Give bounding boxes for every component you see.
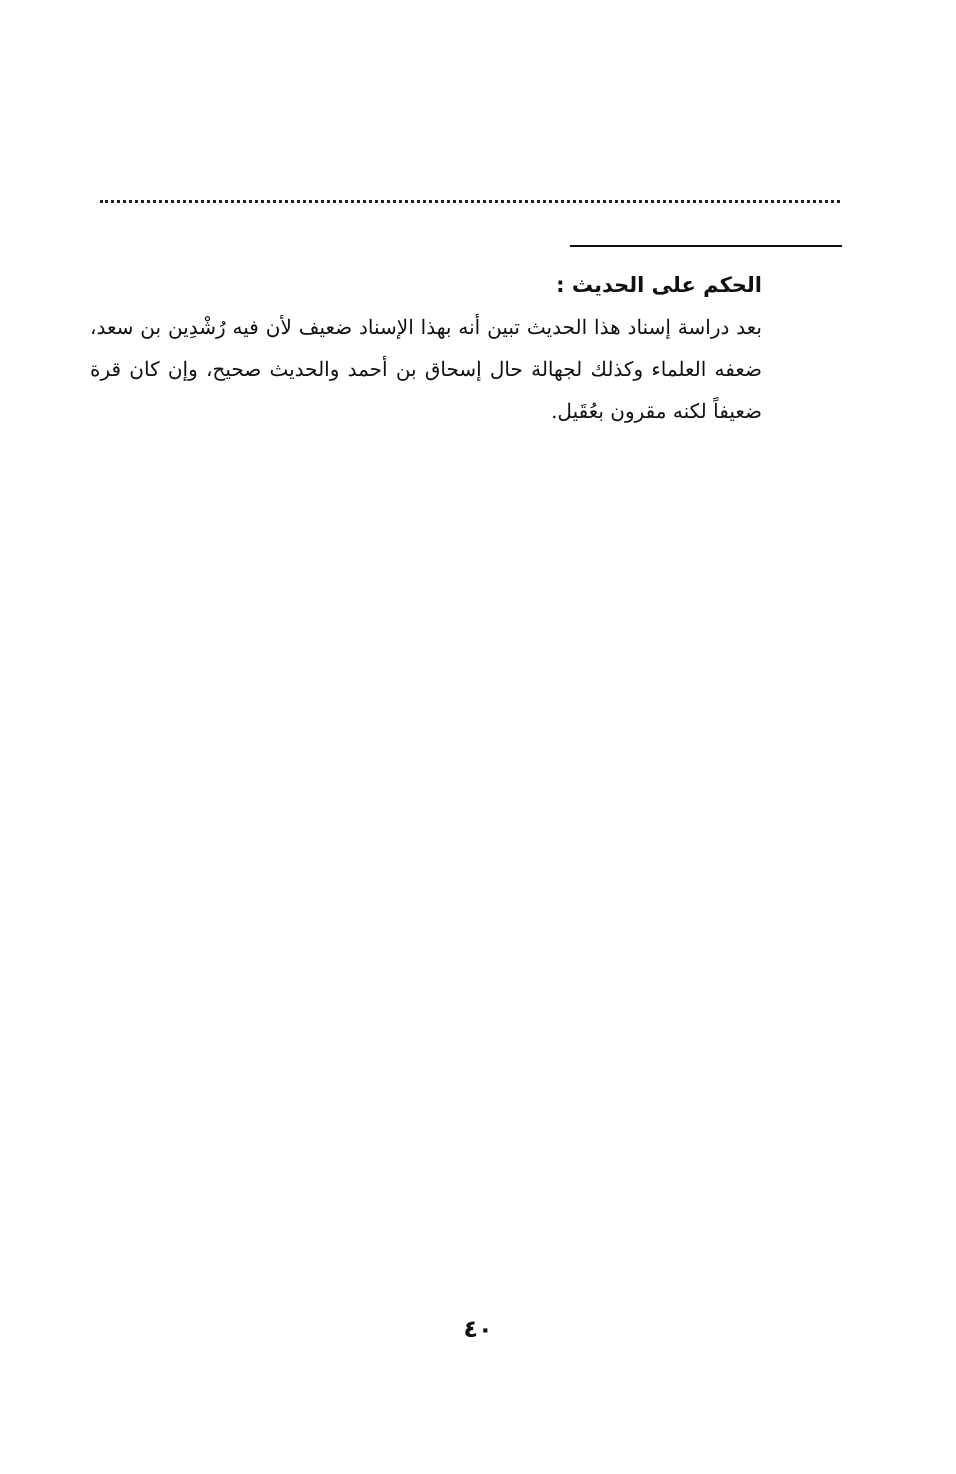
section-heading: الحكم على الحديث : xyxy=(556,273,762,297)
section-paragraph: بعد دراسة إسناد هذا الحديث تبين أنه بهذا الإسناد ضعيف لأن فيه رُشْدِين بن سعد، ضعفه العلماء وكذلك لجهالة حال إسحاق بن أحمد والحديث صحيح، وإن كان قرة ضعيفاً لكنه مقرون بعُقَيل. xyxy=(90,315,762,423)
footnote-rule xyxy=(570,245,842,247)
dotted-separator xyxy=(100,200,840,203)
page-number: ٤٠ xyxy=(463,1315,493,1343)
ruling-section xyxy=(90,268,762,432)
